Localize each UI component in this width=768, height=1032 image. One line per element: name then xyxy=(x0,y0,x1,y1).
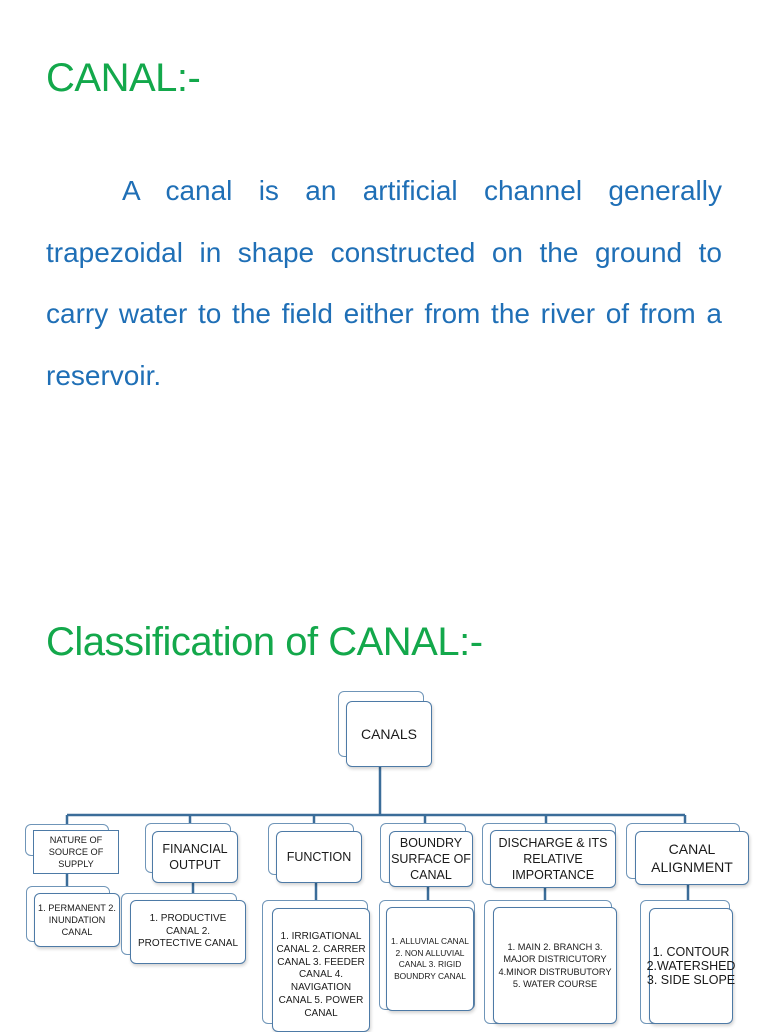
category-node-function xyxy=(276,831,362,883)
root-label: CANALS xyxy=(360,726,418,742)
items-node-financial-output xyxy=(130,900,246,964)
category-label: BOUNDRY SURFACE OF CANAL xyxy=(391,836,471,882)
items-node-boundry-surface xyxy=(386,907,474,1011)
items-label: 1. PRODUCTIVE CANAL 2. PROTECTIVE CANAL xyxy=(137,913,239,950)
classification-title: Classification of CANAL:- xyxy=(46,620,483,664)
items-label: 1. PERMANENT 2. INUNDATION CANAL xyxy=(38,903,116,937)
category-label: CANAL ALIGNMENT xyxy=(651,841,733,875)
canal-definition: A canal is an artificial channel generally trapezoidal in shape constructed on the ground to carry water to the field either from the river of from a reservoir. xyxy=(46,175,722,391)
category-label: FUNCTION xyxy=(286,850,352,864)
category-node-source-supply xyxy=(33,830,119,874)
category-node-boundry-surface xyxy=(389,831,473,887)
category-node-discharge xyxy=(490,830,616,888)
category-node-alignment xyxy=(635,831,749,885)
items-node-discharge xyxy=(493,907,617,1024)
page-title: CANAL:- xyxy=(46,56,201,100)
items-node-alignment xyxy=(646,908,736,1024)
items-label: 1. CONTOUR 2.WATERSHED 3. SIDE SLOPE xyxy=(646,945,736,987)
items-node-source-supply xyxy=(34,893,120,947)
category-label: NATURE OF SOURCE OF SUPPLY xyxy=(48,835,104,869)
items-node-function xyxy=(272,908,370,1032)
category-label: DISCHARGE & ITS RELATIVE IMPORTANCE xyxy=(498,836,608,882)
root-node xyxy=(346,701,432,767)
category-label: FINANCIAL OUTPUT xyxy=(162,842,228,872)
category-node-financial-output xyxy=(152,831,238,883)
items-label: 1. IRRIGATIONAL CANAL 2. CARRER CANAL 3. FEEDER CANAL 4. NAVIGATION CANAL 5. POWER CANAL xyxy=(276,931,366,1019)
items-label: 1. MAIN 2. BRANCH 3. MAJOR DISTRICUTORY 4.MINOR DISTRUBUTORY 5. WATER COURSE xyxy=(498,941,612,989)
items-label: 1. ALLUVIAL CANAL 2. NON ALLUVIAL CANAL 3. RIGID BOUNDRY CANAL xyxy=(391,936,469,981)
